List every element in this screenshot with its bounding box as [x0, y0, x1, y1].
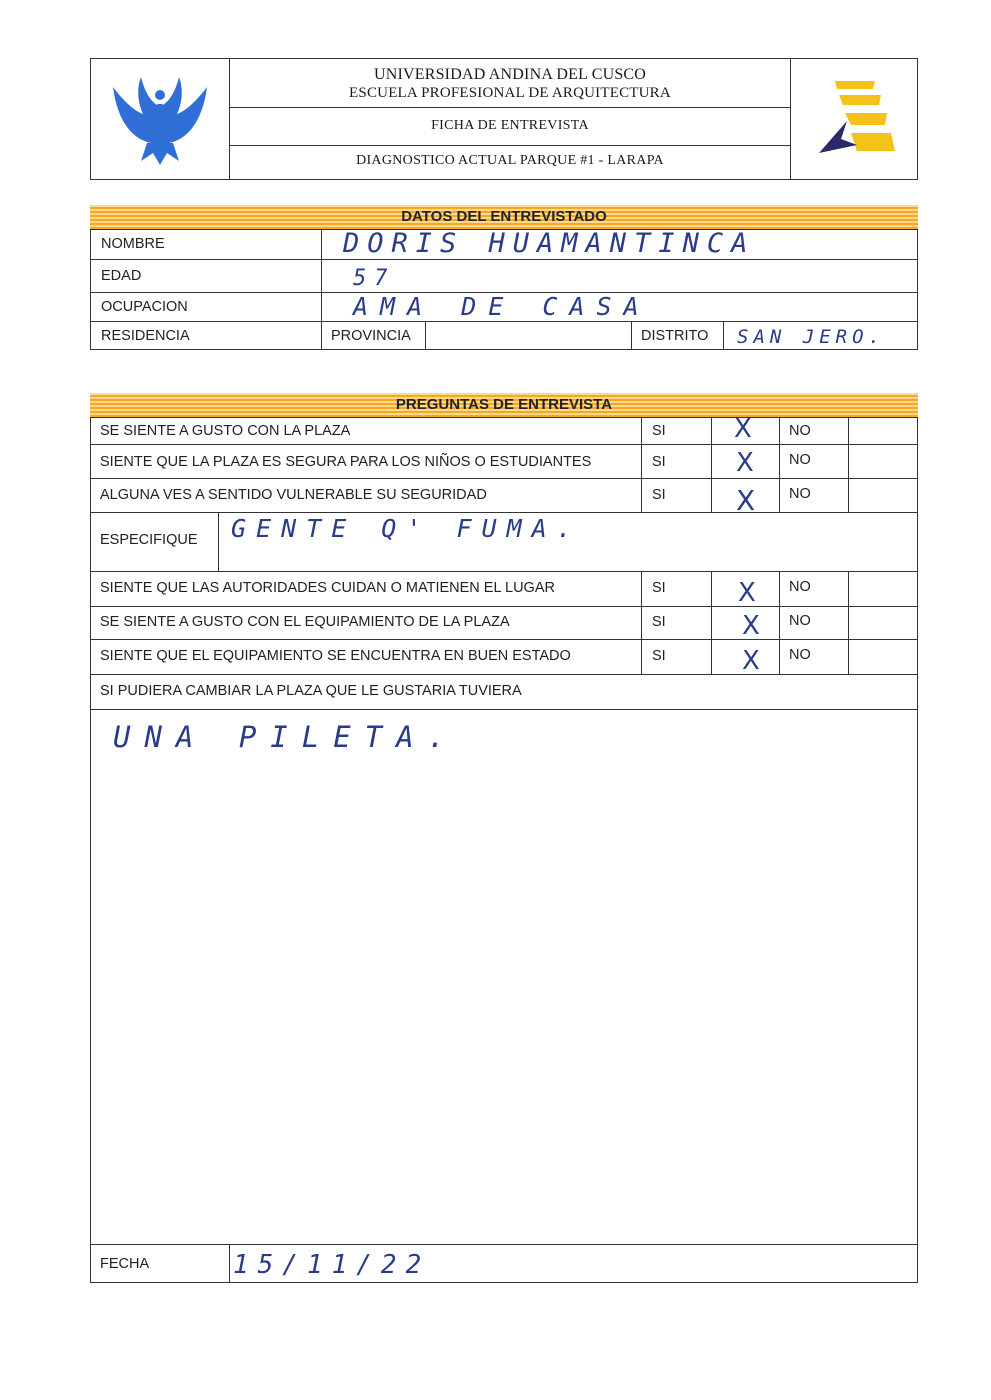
question-4-yes-mark[interactable]: X [738, 578, 756, 608]
question-5-text: SE SIENTE A GUSTO CON EL EQUIPAMIENTO DE LA PLAZA [100, 614, 510, 630]
question-3-text: ALGUNA VES A SENTIDO VULNERABLE SU SEGURIDAD [100, 487, 487, 503]
form-title: FICHA DE ENTREVISTA [431, 118, 589, 133]
question-2-no-box[interactable] [849, 445, 918, 478]
form-header [90, 58, 918, 180]
question-5-no-label: NO [789, 613, 811, 629]
question-1-no-label: NO [789, 423, 811, 439]
question-4-yes-label: SI [652, 580, 666, 596]
header-titles [229, 59, 791, 179]
question-5-yes-mark[interactable]: X [742, 611, 760, 641]
question-1-yes-label: SI [652, 423, 666, 439]
question-4-no-label: NO [789, 579, 811, 595]
question-3-no-box[interactable] [849, 479, 918, 512]
question-3-no-label: NO [789, 486, 811, 502]
occupation-field[interactable]: AMA DE CASA [353, 292, 651, 321]
question-6-yes-mark[interactable]: X [742, 646, 760, 676]
questions-section-band [90, 393, 918, 418]
specify-label: ESPECIFIQUE [100, 532, 198, 548]
question-2-no-label: NO [789, 452, 811, 468]
architecture-logo [790, 59, 917, 179]
university-eagle-logo [91, 59, 230, 179]
district-label: DISTRITO [641, 328, 709, 344]
name-label: NOMBRE [101, 236, 165, 252]
change-answer-field[interactable]: UNA PILETA. [113, 720, 460, 754]
name-field[interactable]: DORIS HUAMANTINCA [343, 228, 756, 259]
question-5-no-box[interactable] [849, 607, 918, 639]
question-1-yes-mark[interactable]: X [734, 414, 752, 444]
question-5-yes-label: SI [652, 614, 666, 630]
age-label: EDAD [101, 268, 142, 284]
date-field[interactable]: 15/11/22 [233, 1250, 431, 1280]
question-2-text: SIENTE QUE LA PLAZA ES SEGURA PARA LOS NIÑOS O ESTUDIANTES [100, 454, 592, 470]
change-question-text: SI PUDIERA CAMBIAR LA PLAZA QUE LE GUSTARIA TUVIERA [100, 683, 522, 699]
age-field[interactable]: 57 [353, 266, 396, 291]
question-3-yes-mark[interactable]: X [736, 484, 756, 517]
question-1-text: SE SIENTE A GUSTO CON LA PLAZA [100, 423, 351, 439]
school-name: ESCUELA PROFESIONAL DE ARQUITECTURA [349, 85, 671, 101]
question-2-yes-label: SI [652, 454, 666, 470]
question-1-no-box[interactable] [849, 418, 918, 444]
interviewee-table [90, 229, 918, 350]
date-label: FECHA [100, 1256, 150, 1272]
question-4-no-box[interactable] [849, 572, 918, 606]
district-field[interactable]: SAN JERO. [737, 326, 885, 348]
interviewee-section-title: DATOS DEL ENTREVISTADO [401, 208, 607, 225]
form-subtitle: DIAGNOSTICO ACTUAL PARQUE #1 - LARAPA [356, 153, 664, 168]
question-6-yes-label: SI [652, 648, 666, 664]
specify-field[interactable]: GENTE Q' FUMA. [231, 514, 582, 543]
interviewee-section-band [90, 205, 918, 230]
residence-label: RESIDENCIA [101, 328, 190, 344]
question-6-text: SIENTE QUE EL EQUIPAMIENTO SE ENCUENTRA EN BUEN ESTADO [100, 648, 571, 664]
university-name: UNIVERSIDAD ANDINA DEL CUSCO [373, 66, 647, 83]
questions-table [90, 414, 918, 1283]
questions-section-title: PREGUNTAS DE ENTREVISTA [395, 396, 613, 413]
question-4-text: SIENTE QUE LAS AUTORIDADES CUIDAN O MATIENEN EL LUGAR [100, 580, 555, 596]
occupation-label: OCUPACION [101, 299, 188, 315]
question-6-no-box[interactable] [849, 640, 918, 674]
question-3-yes-label: SI [652, 487, 666, 503]
question-6-no-label: NO [789, 647, 811, 663]
province-label: PROVINCIA [331, 328, 411, 344]
question-2-yes-mark[interactable]: X [736, 448, 754, 478]
